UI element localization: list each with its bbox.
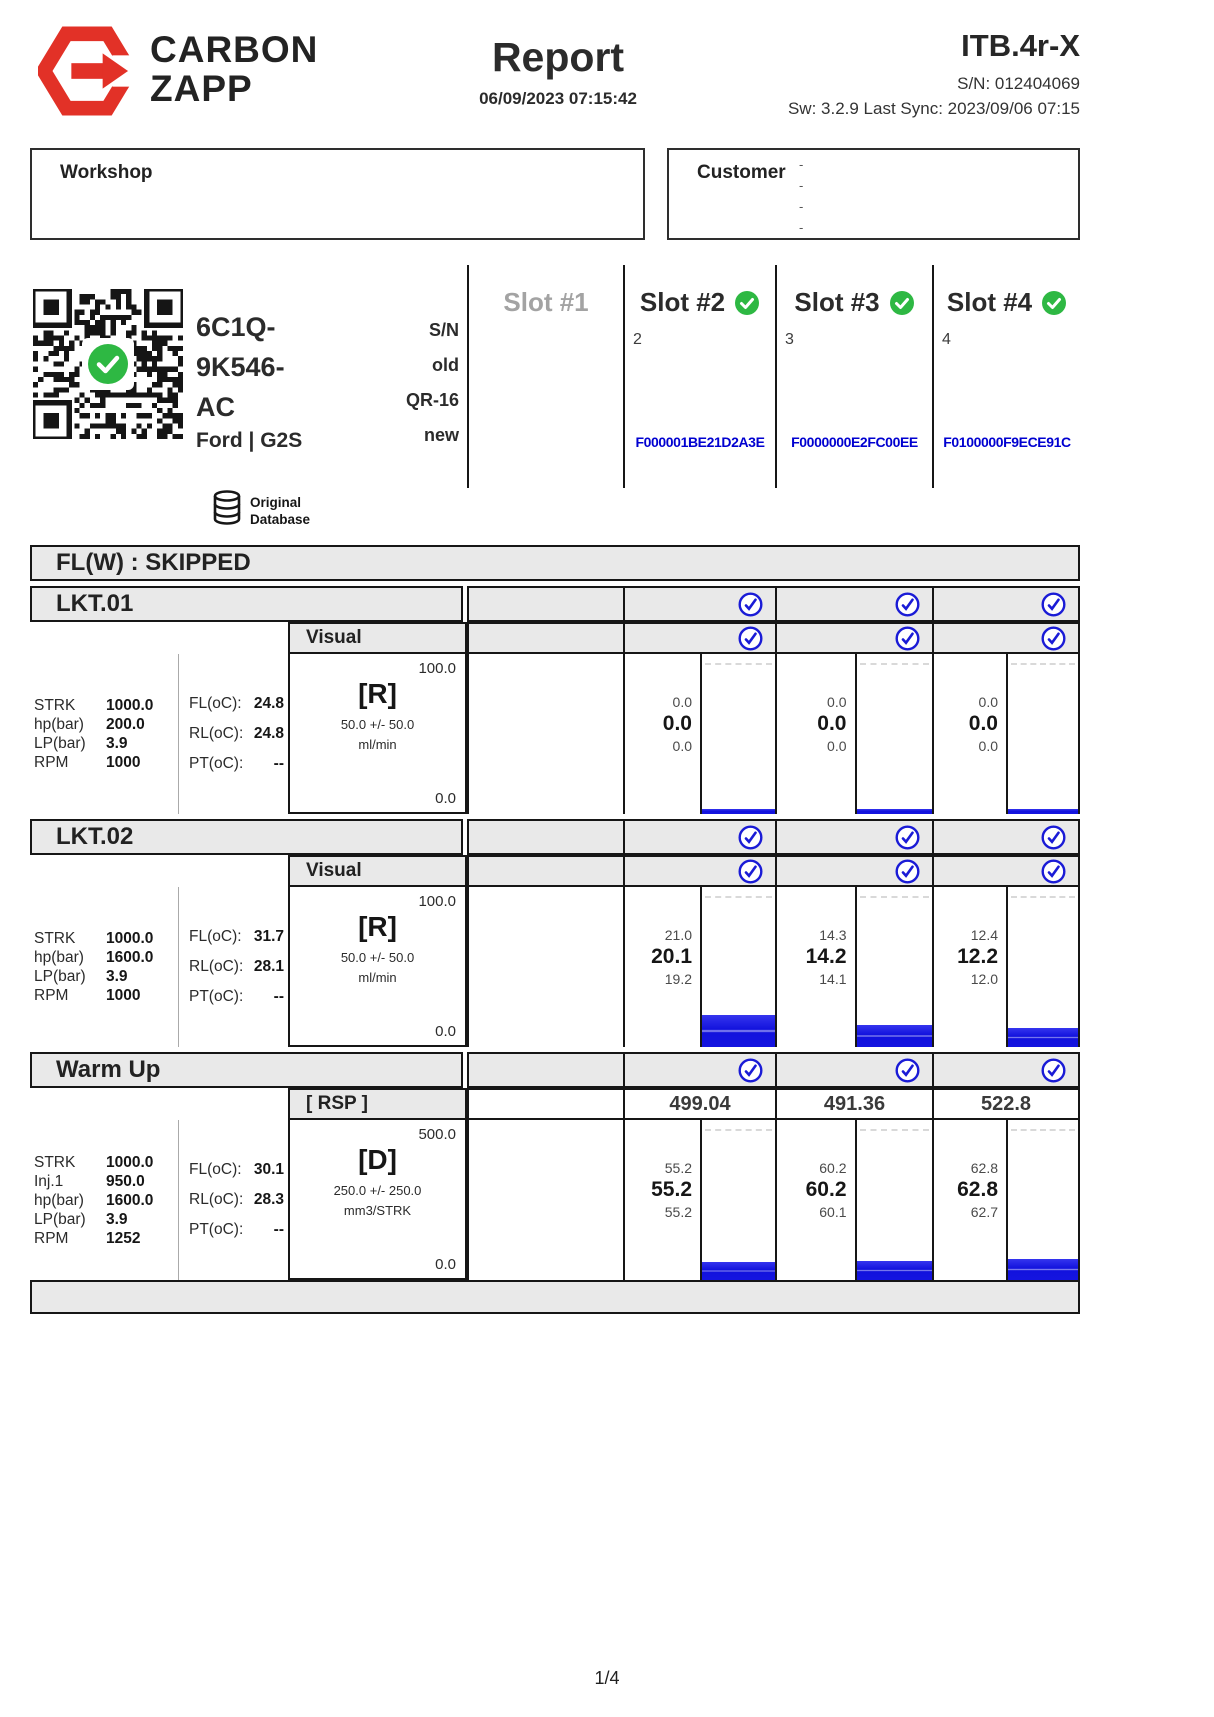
temp-label: RL(oC): xyxy=(189,1191,244,1208)
param-value: 1000 xyxy=(106,754,141,771)
temp-label: RL(oC): xyxy=(189,958,244,975)
param-value: 1000.0 xyxy=(106,930,154,947)
temps-cell xyxy=(178,887,288,1047)
database-source-label xyxy=(250,494,310,528)
measure-mode: [D] xyxy=(358,1144,397,1175)
skipped-banner xyxy=(30,545,1080,581)
param-label: LP(bar) xyxy=(34,1210,86,1228)
qr-code xyxy=(33,289,183,439)
temp-value: 24.8 xyxy=(253,725,284,742)
tolerance: 50.0 +/- 50.0 xyxy=(340,950,415,965)
value-max: 62.8 xyxy=(970,1160,998,1176)
value-min: 14.1 xyxy=(819,971,847,987)
param-label: hp(bar) xyxy=(34,949,84,966)
value-avg: 20.1 xyxy=(651,945,692,968)
injector-info-cell xyxy=(30,265,467,488)
value-avg: 0.0 xyxy=(817,712,847,735)
param-label: LP(bar) xyxy=(34,735,86,752)
slot-1-result-cell xyxy=(467,654,623,814)
pass-check-icon xyxy=(1041,1058,1066,1083)
slot-1-status-cell xyxy=(469,1054,623,1086)
slot-3-rsp-value: 491.36 xyxy=(775,1090,932,1118)
bar xyxy=(857,809,933,814)
pass-check-icon xyxy=(1041,626,1066,651)
bar-chart xyxy=(700,1120,775,1280)
test-params-cell xyxy=(30,654,178,814)
param-value: 1252 xyxy=(106,1229,141,1247)
slot-3-status-cell xyxy=(775,588,932,620)
value-min: 55.2 xyxy=(664,1204,692,1220)
injector-ref-labels xyxy=(406,313,459,453)
pass-check-icon xyxy=(895,592,920,617)
device-model: ITB.4r-X xyxy=(961,28,1080,63)
carbonzapp-logo-icon xyxy=(38,26,136,116)
customer-box xyxy=(667,148,1080,240)
param-label: hp(bar) xyxy=(34,1191,84,1209)
slot-1-status-cell xyxy=(469,821,623,853)
temp-label: FL(oC): xyxy=(189,928,242,945)
section-warmup xyxy=(30,1052,1080,1280)
pass-check-icon xyxy=(738,626,763,651)
value-avg: 60.2 xyxy=(805,1178,847,1201)
param-label: RPM xyxy=(34,987,69,1004)
bar xyxy=(857,1025,933,1047)
param-value: 200.0 xyxy=(106,716,145,733)
test-params-cell xyxy=(30,887,178,1047)
value-min: 12.0 xyxy=(970,971,998,987)
value-max: 21.0 xyxy=(664,927,692,943)
pass-check-icon xyxy=(895,1058,920,1083)
rsp-label: [ RSP ] xyxy=(306,1093,368,1114)
slot-1-result-cell xyxy=(467,1120,623,1280)
slot-3-title: Slot #3 xyxy=(794,287,880,317)
slot-2-title: Slot #2 xyxy=(639,287,726,317)
slot-3-status-cell xyxy=(775,1054,932,1086)
device-sync-info: Sw: 3.2.9 Last Sync: 2023/09/06 07:15 xyxy=(787,99,1080,118)
pass-check-icon xyxy=(1041,592,1066,617)
temp-value: 30.1 xyxy=(253,1161,284,1178)
slot-2-index: 2 xyxy=(633,331,642,348)
bar xyxy=(1008,1259,1078,1280)
value-min: 60.1 xyxy=(819,1204,847,1220)
section-title-row xyxy=(30,819,1080,855)
temp-value: 28.3 xyxy=(253,1191,284,1208)
temp-label: FL(oC): xyxy=(189,1161,242,1178)
tolerance: 50.0 +/- 50.0 xyxy=(340,717,415,732)
bar xyxy=(1008,1028,1078,1047)
dash: - xyxy=(799,199,804,214)
param-value: 3.9 xyxy=(106,1210,128,1228)
dash: - xyxy=(799,178,804,193)
slot-1-status-cell xyxy=(469,588,623,620)
temp-label: PT(oC): xyxy=(189,755,244,772)
unit: mm3/STRK xyxy=(343,1203,412,1218)
ref-label-new: new xyxy=(423,425,459,445)
temp-label: PT(oC): xyxy=(189,988,244,1005)
axis-max: 100.0 xyxy=(418,660,456,677)
slot-1-header xyxy=(467,265,623,488)
pass-check-icon xyxy=(1041,825,1066,850)
page-number: 1/4 xyxy=(594,1668,620,1688)
injector-part-number xyxy=(196,307,302,453)
slot-3-result-cell xyxy=(775,654,932,814)
tolerance: 250.0 +/- 250.0 xyxy=(333,1183,422,1198)
slot-1-visual-cell xyxy=(469,857,623,885)
param-label: STRK xyxy=(34,1153,76,1171)
section-lkt02 xyxy=(30,819,1080,1047)
measurement-row xyxy=(30,654,1080,814)
bar-chart xyxy=(855,654,933,814)
bar xyxy=(857,1261,933,1280)
pass-check-icon xyxy=(738,825,763,850)
param-label: hp(bar) xyxy=(34,716,84,733)
axis-min: 0.0 xyxy=(435,790,456,807)
bar-chart xyxy=(855,887,933,1047)
report-title-block xyxy=(398,34,718,109)
axis-max: 100.0 xyxy=(418,893,456,910)
slot-1-title: Slot #1 xyxy=(503,287,589,317)
temp-value: 28.1 xyxy=(253,958,284,975)
slot-2-status-cell xyxy=(623,588,775,620)
slot-1-visual-cell xyxy=(469,624,623,652)
section-name: Warm Up xyxy=(56,1056,161,1083)
visual-label: Visual xyxy=(306,860,362,881)
measure-mode: [R] xyxy=(358,678,397,709)
value-avg: 0.0 xyxy=(662,712,692,735)
axis-min: 0.0 xyxy=(435,1256,456,1273)
slot-2-result-cell xyxy=(623,654,775,814)
slot-4-header xyxy=(932,265,1080,488)
chart-legend-cell xyxy=(288,654,467,814)
ref-label-qr16: QR-16 xyxy=(405,390,459,410)
value-max: 0.0 xyxy=(978,694,998,710)
workshop-box xyxy=(30,148,645,240)
pass-check-icon xyxy=(895,825,920,850)
slot-2-injector-code: F000001BE21D2A3E xyxy=(635,434,765,450)
slot-2-status-cell xyxy=(623,821,775,853)
pass-check-icon xyxy=(738,859,763,884)
measurement-row xyxy=(30,887,1080,1047)
param-label: RPM xyxy=(34,754,69,771)
pass-check-icon xyxy=(895,859,920,884)
temp-value: -- xyxy=(273,755,284,772)
param-value: 1600.0 xyxy=(106,1191,154,1209)
section-title-row xyxy=(30,586,1080,622)
section-title-row xyxy=(30,1052,1080,1088)
device-info-block xyxy=(788,28,1080,119)
brand-line-2: ZAPP xyxy=(150,68,253,109)
dash: - xyxy=(799,220,804,235)
slot-2-status-cell xyxy=(623,1054,775,1086)
axis-min: 0.0 xyxy=(435,1023,456,1040)
value-avg: 0.0 xyxy=(968,712,998,735)
param-value: 1000.0 xyxy=(106,697,154,714)
bar xyxy=(702,1262,775,1280)
param-value: 1600.0 xyxy=(106,949,154,966)
slot-3-result-cell xyxy=(775,887,932,1047)
value-avg: 62.8 xyxy=(957,1178,998,1201)
qr-verified-icon xyxy=(82,338,134,390)
value-max: 55.2 xyxy=(664,1160,692,1176)
section-status-cells xyxy=(467,1052,1080,1088)
check-icon xyxy=(1041,290,1067,316)
value-min: 0.0 xyxy=(827,738,847,754)
temp-value: 24.8 xyxy=(253,695,284,712)
test-params-cell xyxy=(30,1120,178,1280)
brand-line-1: CARBON xyxy=(150,29,319,70)
bar-chart xyxy=(1006,654,1078,814)
param-value: 1000 xyxy=(106,987,141,1004)
slot-4-status-cell xyxy=(932,1054,1078,1086)
value-avg: 55.2 xyxy=(651,1178,692,1201)
slot-2-result-cell xyxy=(623,887,775,1047)
param-label: LP(bar) xyxy=(34,968,86,985)
bar xyxy=(1008,809,1078,814)
param-value: 1000.0 xyxy=(106,1153,154,1171)
bar-chart xyxy=(855,1120,933,1280)
value-max: 60.2 xyxy=(819,1160,847,1176)
param-value: 3.9 xyxy=(106,968,128,985)
slot-2-rsp-value: 499.04 xyxy=(623,1090,775,1118)
value-min: 0.0 xyxy=(978,738,998,754)
slot-2-header xyxy=(623,265,775,488)
bar-chart xyxy=(700,887,775,1047)
part-number-line: 6C1Q- xyxy=(196,312,276,342)
part-number-line: 9K546- xyxy=(196,352,285,382)
slot-3-status-cell xyxy=(775,821,932,853)
slot-4-result-cell xyxy=(932,1120,1080,1280)
results-table xyxy=(30,265,1080,1314)
skipped-banner-label: FL(W) : SKIPPED xyxy=(56,549,251,576)
workshop-label: Workshop xyxy=(60,162,153,183)
database-label-line1: Original xyxy=(250,494,302,510)
bar-chart xyxy=(1006,887,1078,1047)
check-icon xyxy=(734,290,760,316)
slot-4-result-cell xyxy=(932,654,1080,814)
pass-check-icon xyxy=(895,626,920,651)
section-status-cells xyxy=(467,586,1080,622)
visual-label: Visual xyxy=(306,627,362,648)
temps-cell xyxy=(178,1120,288,1280)
check-icon xyxy=(889,290,915,316)
value-avg: 14.2 xyxy=(805,945,847,968)
bar-chart xyxy=(1006,1120,1078,1280)
slot-4-status-cell xyxy=(932,821,1078,853)
slot-4-rsp-value: 522.8 xyxy=(932,1090,1078,1118)
slot-3-injector-code: F0000000E2FC00EE xyxy=(791,434,918,450)
param-label: STRK xyxy=(34,930,76,947)
slot-3-header xyxy=(775,265,932,488)
customer-placeholder-dashes xyxy=(799,158,803,234)
pass-check-icon xyxy=(738,592,763,617)
slot-3-index: 3 xyxy=(785,331,794,348)
value-min: 62.7 xyxy=(970,1204,998,1220)
section-lkt01 xyxy=(30,586,1080,814)
slot-4-injector-code: F0100000F9ECE91C xyxy=(943,434,1071,450)
section-name: LKT.02 xyxy=(56,823,134,850)
database-source-row xyxy=(30,488,1080,545)
section-name: LKT.01 xyxy=(56,590,134,617)
report-datetime: 06/09/2023 07:15:42 xyxy=(479,89,637,108)
bar xyxy=(702,809,775,814)
param-label: Inj.1 xyxy=(34,1172,64,1190)
part-number-line: AC xyxy=(196,392,235,422)
measurement-row xyxy=(30,1120,1080,1280)
database-icon xyxy=(212,490,242,531)
rsp-row xyxy=(30,1088,1080,1120)
temp-value: -- xyxy=(273,1221,284,1238)
pass-check-icon xyxy=(1041,859,1066,884)
value-max: 0.0 xyxy=(827,694,847,710)
table-footer-bar xyxy=(30,1280,1080,1314)
slot-4-index: 4 xyxy=(942,331,951,348)
slot-4-title: Slot #4 xyxy=(946,287,1033,317)
slot-header-row xyxy=(30,265,1080,488)
unit: ml/min xyxy=(358,737,397,752)
ref-label-sn: S/N xyxy=(428,320,459,340)
value-avg: 12.2 xyxy=(957,945,998,968)
value-max: 0.0 xyxy=(672,694,692,710)
param-value: 3.9 xyxy=(106,735,128,752)
slot-1-rsp-cell xyxy=(469,1090,623,1118)
temp-value: 31.7 xyxy=(253,928,284,945)
temp-label: RL(oC): xyxy=(189,725,244,742)
page-title: Report xyxy=(491,34,625,80)
chart-legend-cell xyxy=(288,1120,467,1280)
temp-value: -- xyxy=(273,988,284,1005)
temp-label: PT(oC): xyxy=(189,1221,244,1238)
slot-2-result-cell xyxy=(623,1120,775,1280)
value-max: 14.3 xyxy=(819,927,847,943)
value-max: 12.4 xyxy=(970,927,998,943)
bar-chart xyxy=(700,654,775,814)
vehicle-label: Ford | G2S xyxy=(196,429,303,452)
temp-label: FL(oC): xyxy=(189,695,242,712)
customer-label: Customer xyxy=(697,162,786,183)
chart-legend-cell xyxy=(288,887,467,1047)
slot-1-result-cell xyxy=(467,887,623,1047)
ref-label-old: old xyxy=(432,355,459,375)
axis-max: 500.0 xyxy=(418,1126,456,1143)
dash: - xyxy=(799,157,804,172)
value-min: 0.0 xyxy=(672,738,692,754)
pass-check-icon xyxy=(738,1058,763,1083)
temps-cell xyxy=(178,654,288,814)
slot-3-result-cell xyxy=(775,1120,932,1280)
measure-mode: [R] xyxy=(358,911,397,942)
bar xyxy=(702,1015,775,1047)
unit: ml/min xyxy=(358,970,397,985)
brand-name xyxy=(150,30,318,108)
slot-4-status-cell xyxy=(932,588,1078,620)
slot-4-result-cell xyxy=(932,887,1080,1047)
visual-row xyxy=(30,855,1080,887)
param-value: 950.0 xyxy=(106,1172,145,1190)
param-label: RPM xyxy=(34,1229,69,1247)
device-serial: S/N: 012404069 xyxy=(957,74,1080,93)
database-label-line2: Database xyxy=(250,511,311,527)
param-label: STRK xyxy=(34,697,76,714)
value-min: 19.2 xyxy=(664,971,692,987)
visual-row xyxy=(30,622,1080,654)
section-status-cells xyxy=(467,819,1080,855)
